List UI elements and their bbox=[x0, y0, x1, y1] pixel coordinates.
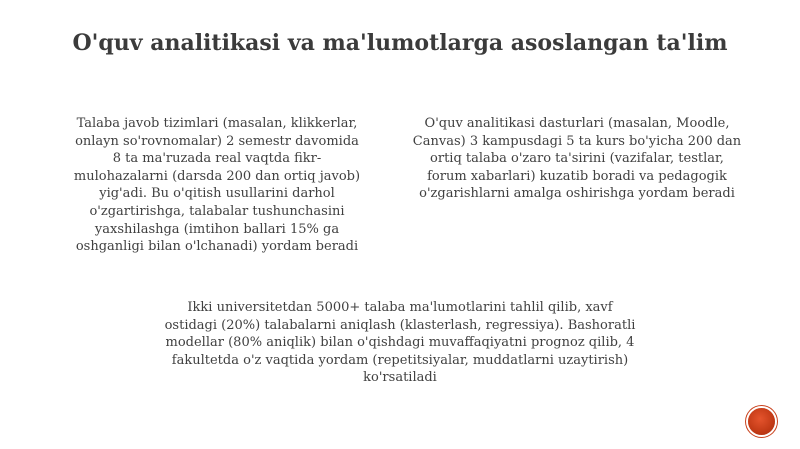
right-text-block: O'quv analitikasi dasturlari (masalan, Moodle, Canvas) 3 kampusdagi 5 ta kurs bo'yicha 200 dan ortiq talaba o'zaro ta'sirini (vazifalar, testlar, forum xabarlari) kuzatib boradi va pedagogik o'zgarishlarni amalga oshirishga yordam beradi bbox=[412, 116, 742, 202]
left-text-block: Talaba javob tizimlari (masalan, klikkerlar, onlayn so'rovnomalar) 2 semestr davomida 8 ta ma'ruzada real vaqtda fikr- mulohazalarni (darsda 200 dan ortiq javob) yig'adi. Bu o'qitish usullarini darhol o'zgartirishga, talabalar tushunchasini yaxshilashga (imtihon ballari 15% ga oshganligi bilan o'lchanadi) yordam beradi bbox=[73, 116, 361, 255]
bottom-text-block: Ikki universitetdan 5000+ talaba ma'lumotlarini tahlil qilib, xavf ostidagi (20%) talabalarni aniqlash (klasterlash, regressiya). Bashoratli modellar (80% aniqlik) bilan o'qishdagi muvaffaqiyatni prognoz qilib, 4 fakultetda o'z vaqtida yordam (repetitsiyalar, muddatlarni uzaytirish) ko'rsatiladi bbox=[164, 300, 636, 386]
slide-title: O'quv analitikasi va ma'lumotlarga asoslangan ta'lim bbox=[72, 30, 728, 56]
circle-nav-icon[interactable] bbox=[748, 408, 775, 435]
